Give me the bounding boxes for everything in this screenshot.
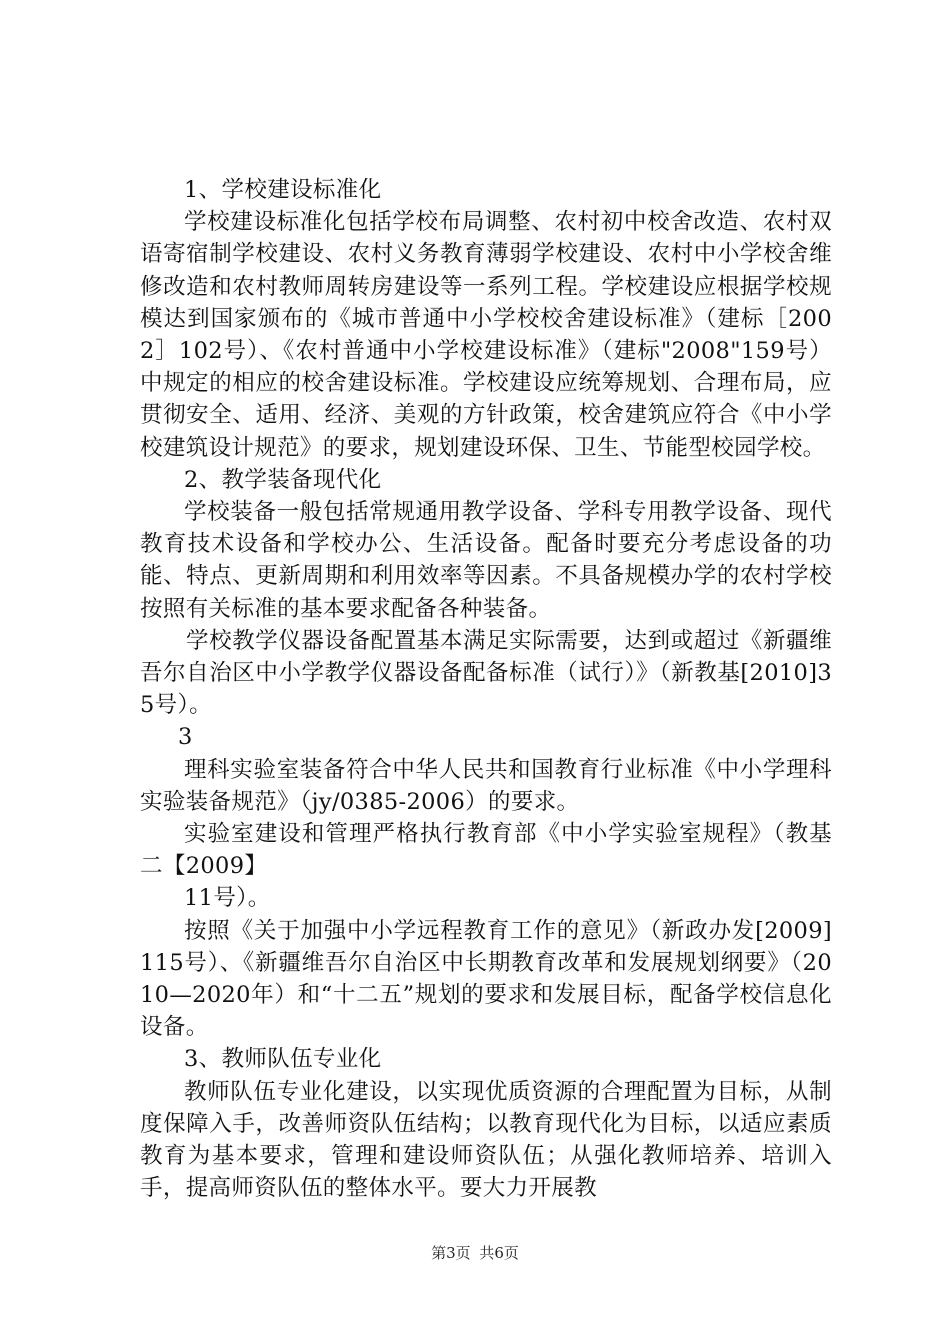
page-number: 第3页 xyxy=(431,1244,471,1262)
section-heading-3: 3、教师队伍专业化 xyxy=(184,1046,382,1073)
paragraph: 理科实验室装备符合中华人民共和国教育行业标准《中小学理科实验装备规范》（jy/0385-2006）的要求。 xyxy=(140,756,832,815)
page-total: 共6页 xyxy=(479,1244,519,1262)
paragraph: 学校装备一般包括常规通用教学设备、学科专用教学设备、现代教育技术设备和学校办公、生活设备。配备时要充分考虑设备的功能、特点、更新周期和利用效率等因素。不具备规模办学的农村学校按照有关标准的基本要求配备各种装备。 xyxy=(140,499,832,622)
paragraph: 11号）。 xyxy=(184,885,271,912)
section-heading-2: 2、教学装备现代化 xyxy=(184,466,382,493)
paragraph: 3 xyxy=(178,724,193,751)
paragraph: 学校建设标准化包括学校布局调整、农村初中校舍改造、农村双语寄宿制学校建设、农村义务教育薄弱学校建设、农村中小学校舍维修改造和农村教师周转房建设等一系列工程。学校建设应根据学校规模达到国家颁布的《城市普通中小学校校舍建设标准》（建标［2002］102号）、《农村普通中小学校建设标准》（建标"2008"159号）中规定的相应的校舍建设标准。学校建设应统筹规划、合理布局，应贯彻安全、适用、经济、美观的方针政策，校舍建筑应符合《中小学校建筑设计规范》的要求，规划建设环保、卫生、节能型校园学校。 xyxy=(140,209,832,461)
paragraph: 学校教学仪器设备配置基本满足实际需要，达到或超过《新疆维吾尔自治区中小学教学仪器设备配备标准（试行）》（新教基[2010]35号）。 xyxy=(140,627,832,719)
document-body xyxy=(140,174,832,1205)
paragraph: 实验室建设和管理严格执行教育部《中小学实验室规程》（教基二【2009】 xyxy=(140,821,832,880)
paragraph: 教师队伍专业化建设，以实现优质资源的合理配置为目标，从制度保障入手，改善师资队伍结构；以教育现代化为目标，以适应素质教育为基本要求，管理和建设师资队伍；从强化教师培养、培训入手，提高师资队伍的整体水平。要大力开展教 xyxy=(140,1078,832,1202)
section-heading-1: 1、学校建设标准化 xyxy=(184,177,382,203)
page-footer xyxy=(0,1243,950,1263)
paragraph: 按照《关于加强中小学远程教育工作的意见》（新政办发[2009]115号）、《新疆维吾尔自治区中长期教育改革和发展规划纲要》（2010—2020年）和“十二五”规划的要求和发展目标，配备学校信息化设备。 xyxy=(140,917,832,1041)
